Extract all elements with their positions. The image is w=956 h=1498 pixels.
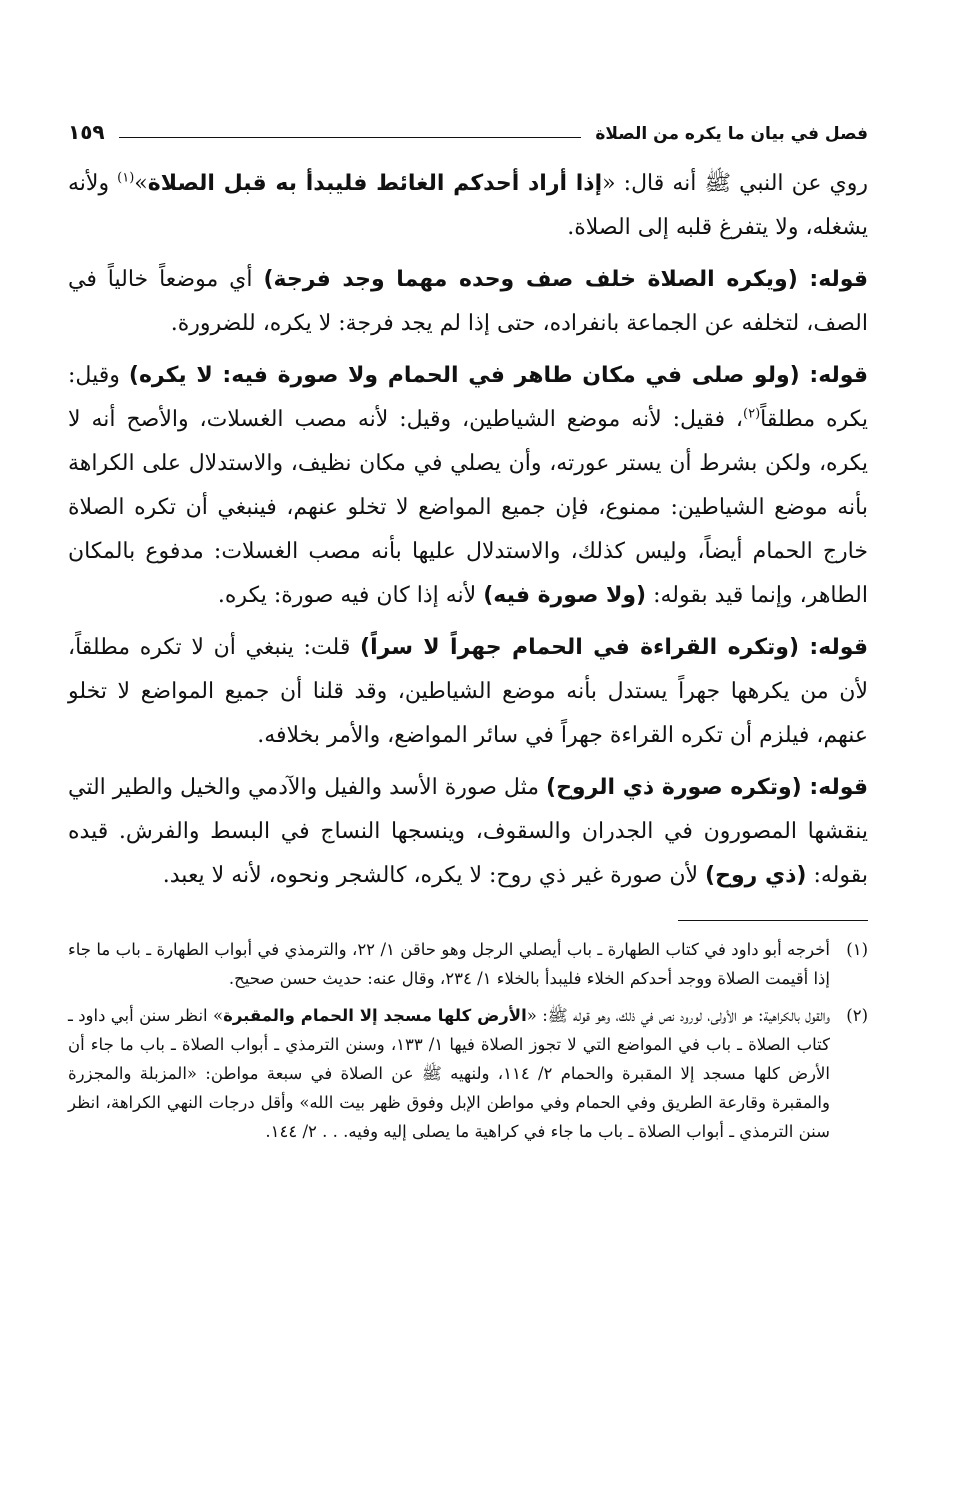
paragraph-3 [68,354,868,618]
paragraph-1 [68,162,868,250]
main-text [68,162,868,898]
paragraph-text: مثل صورة الأسد والفيل والآدمي والخيل والطير التي ينقشها المصورون في الجدران والسقوف، وينسجها النساج في البسط والفرش. قيده بقوله: [68,775,868,888]
paragraph-text: روي عن النبي ﷺ أنه قال: « [602,171,868,196]
page-number: ١٥٩ [68,120,105,144]
hadith-quote: الأرض كلها مسجد إلا الحمام والمقبرة [223,1006,527,1025]
paragraph-text: ، فقيل: لأنه موضع الشياطين، وقيل: لأنه مصب الغسلات، والأصح أنه لا يكره، ولكن بشرط أن يستر عورته، وأن يصلي في مكان نظيف، والاستدلال على الكراهة بأنه موضع الشياطين: ممنوع، فإن جميع المواضع لا تخلو عنهم، فينبغي أن تكره الصلاة خارج الحمام أيضاً، وليس كذلك، والاستدلال عليها بأنه مصب الغسلات: مدفوع بالمكان الطاهر، وإنما قيد بقوله: [68,407,868,608]
paragraph-2 [68,258,868,346]
hadith-quote: إذا أراد أحدكم الغائط فليبدأ به قبل الصلاة [147,171,603,196]
footnote-2 [68,1001,868,1146]
footnote-number: (١) [846,940,868,959]
footnote-text: أخرجه أبو داود في كتاب الطهارة ـ باب أيصلي الرجل وهو حاقن ١/ ٢٢، والترمذي في أبواب الطهارة ـ باب ما جاء إذا أقيمت الصلاة ووجد أحدكم الخلاء فليبدأ بالخلاء ١/ ٢٣٤، وقال عنه: حديث حسن صحيح. [68,940,830,988]
matn-quote: (وتكره صورة ذي الروح) [546,775,810,800]
book-page [68,110,868,1154]
footnotes [68,935,868,1146]
paragraph-text: لأنه إذا كان فيه صورة: يكره. [217,583,484,608]
commentary-label: قوله: [809,635,868,660]
footnote-ref: (٢) [743,406,761,422]
footnote-text [68,1001,830,1146]
header-rule [119,137,582,138]
commentary-label: قوله: [809,363,868,388]
paragraph-text: وقيل: يكره مطلقاً [68,363,868,432]
footnote-ref: (١) [117,170,135,186]
paragraph-4 [68,626,868,758]
matn-quote: (ذي روح) [705,863,807,888]
paragraph-5 [68,766,868,898]
footnote-separator [678,920,868,921]
footnote-text-part: والقول بالكراهية: هو الأولى، لورود نص في ذلك، وهو قوله ﷺ: « [526,1006,830,1025]
commentary-label: قوله: [809,267,869,292]
paragraph-text: قلت: ينبغي أن لا تكره مطلقاً، لأن من يكرهها جهراً يستدل بأنه موضع الشياطين، وقد قلنا أن جميع المواضع لا تخلو عنهم، فيلزم أن تكره القراءة جهراً في سائر المواضع، والأمر بخلافه. [68,635,868,748]
paragraph-text: لأن صورة غير ذي روح: لا يكره، كالشجر ونحوه، لأنه لا يعبد. [162,863,706,888]
matn-quote: (ويكره الصلاة خلف صف وحده مهما وجد فرجة) [263,267,810,292]
matn-quote: (وتكره القراءة في الحمام جهراً لا سراً) [360,635,810,660]
footnote-number: (٢) [846,1006,868,1025]
running-head-title: فصل في بيان ما يكره من الصلاة [595,124,868,144]
footnote-1 [68,935,868,993]
paragraph-text: أي موضعاً خالياً في الصف، لتخلفه عن الجماعة بانفراده، حتى إذا لم يجد فرجة: لا يكره، للضرورة. [68,267,868,336]
paragraph-text: ولأنه يشغله، ولا يتفرغ قلبه إلى الصلاة. [68,171,868,240]
matn-quote: (ولا صورة فيه) [483,583,647,608]
commentary-label: قوله: [809,775,868,800]
quote-mark: » [134,171,148,196]
running-head [68,110,868,144]
footnote-text-part: » انظر سنن أبي داود ـ كتاب الصلاة ـ باب في المواضع التي لا تجوز الصلاة فيها ١/ ١٣٣، وسنن الترمذي ـ أبواب الصلاة ـ باب ما جاء أن الأرض كلها مسجد إلا المقبرة والحمام ٢/ ١١٤، ولنهيه ﷺ عن الصلاة في سبعة مواطن: «المزبلة والمجزرة والمقبرة وقارعة الطريق وفي الحمام وفي مواطن الإبل وفوق ظهر بيت الله» وأقل درجات النهي الكراهة، انظر سنن الترمذي ـ أبواب الصلاة ـ باب ما جاء في كراهية ما يصلى إليه وفيه. . . ٢/ ١٤٤. [68,1006,831,1141]
matn-quote: (ولو صلى في مكان طاهر في الحمام ولا صورة فيه: لا يكره) [128,363,810,388]
